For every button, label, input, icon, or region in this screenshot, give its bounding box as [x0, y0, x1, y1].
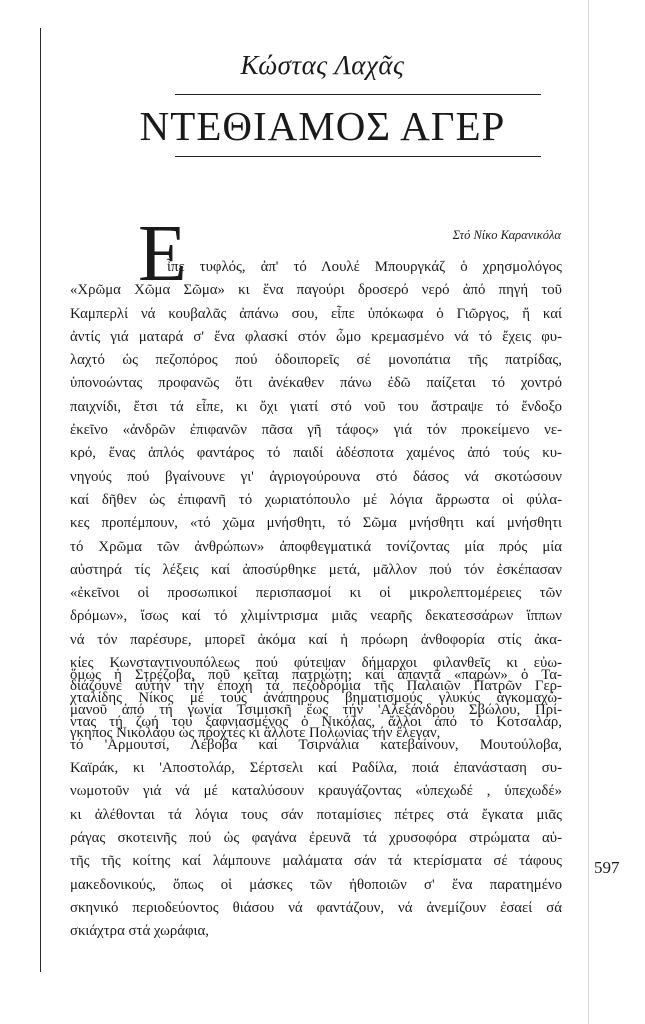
- text-line: καί δῆθεν ὡς ἐπιφανῆ τό χωριατόπουλο μέ λόγια ἄρρωστα οἱ φύλα-: [70, 491, 562, 508]
- text-line: τό 'Αρμουτσί, Λέβοβα καί Τσιρνάλια κατεβαίνουν, Μουτούλοβα,: [70, 736, 562, 753]
- text-line: αὐστηρά τίς λέξεις καί ἀποσύρθηκε μετά, μᾶλλον πού τόν ἐσκέπασαν: [70, 561, 562, 578]
- text-line: νά τόν παρέσυρε, μπορεῖ ἀκόμα καί ἡ πρόωρη ἀνθοφορία στίς ἀκα-: [70, 631, 562, 648]
- page-right-edge: [588, 0, 589, 1024]
- text-line: σκιάχτρα στά χωράφια,: [70, 923, 209, 940]
- title-rule-top: [175, 94, 541, 95]
- text-line: γκηπος Νικολάου ὡς προχτές κι ἄλλοτε Πολωνίας τήν ἔλεγαν,: [70, 724, 441, 741]
- text-line: μακεδονικούς, ὅπως οἱ μάσκες τῶν ἠθοποιῶν σ' ἕνα παρατημένο: [70, 876, 562, 893]
- text-line: δρόμων», ἴσως καί τό χλιμίντρισμα μιᾶς νεαρῆς δεκατεσσάρων ἵππων: [70, 608, 562, 625]
- text-line: κες προπέμπουν, «τό χῶμα μνήσθητι, τό Σῶμα μνήσθητι καί μνήσθητι: [70, 515, 562, 532]
- text-line: «Χρῶμα Χῶμα Σῶμα» κι ἕνα παγούρι δροσερό νερό ἀπό πηγή τοῦ: [70, 282, 562, 299]
- text-line: λαχτό ὡς πεζοπόρος πού ὁδοιπορεῖς σέ μονοπάτια τῆς πατρίδας,: [70, 352, 562, 369]
- page-left-border: [40, 28, 41, 972]
- text-line: κρό, ἕνας ἁπλός φαντάρος τό παιδί ἀδέσποτα χαμένος ἀπό τούς κυ-: [70, 445, 562, 462]
- poem-title: ΝΤΕΘΙΑΜΟΣ ΑΓΕΡ: [139, 103, 506, 149]
- text-line: μανοῦ ἀπό τή γωνία Τσιμισκῆ ἕως τήν 'Αλεξάνδρου Σβώλου, Πρί-: [70, 701, 562, 718]
- text-line: τῆς τῆς κοίτης καί λάμπουνε μαλάματα σάν τά κτερίσματα σέ τάφους: [70, 853, 562, 870]
- drop-cap-letter: Ε: [138, 210, 187, 298]
- text-line: «ἐκεῖνοι οἱ προσωπικοί περισπασμοί κι οἱ μικρολεπτομέρειες τῶν: [70, 585, 562, 602]
- text-line: ἀντίς γιά ματαρά σ' ἕνα φλασκί στόν ὦμο κρεμασμένο νά τό ἔχεις φυ-: [70, 328, 562, 345]
- page-number: 597: [594, 858, 620, 877]
- text-line: ὅμως ἡ Στρέζοβα, ποῦ κεῖται πατριώτη; καί ἀπαντᾶ «παρών» ὁ Τα-: [70, 667, 562, 683]
- text-line: Καμπερλί νά κουβαλᾶς ἀπάνω σου, εἶπε ὑπόκωφα ὁ Γιῶργος, ἤ καί: [70, 305, 562, 322]
- text-line: νηγούς πού βγαίνουνε γι' ἀγριογούρουνα στό δάσος νά σκοτώσουν: [70, 468, 562, 485]
- text-line: σκηνικό περιοδεύοντος θιάσου νά φαντάζουν, νά ἀνεμίζουν ἐσαεί σά: [70, 899, 562, 916]
- text-line: κι ἀλέθονται τά λόγια τους σάν ποταμίσιες πέτρες στά ἔγκατα μιᾶς: [70, 806, 562, 823]
- text-line: διάζουνε αὐτήν τήν ἐποχή τά πεζοδρόμια τῆς Παλαιῶν Πατρῶν Γερ-: [70, 678, 562, 695]
- author-name: Κώστας Λαχᾶς: [240, 50, 405, 80]
- text-line: ράγας σκοτεινῆς πού ὡς φαγάνα ἐρευνᾶ τά χρυσοφόρα στρώματα αὐ-: [70, 830, 562, 847]
- text-line: κίες Κωνσταντινουπόλεως πού φύτεψαν δήμαρχοι φιλανθεῖς κι εὐω-: [70, 655, 562, 672]
- text-line: νωμοτοῦν γιά νά μέ καταλύσουν κραυγάζοντας «ὑπεχωδέ , ὑπεχωδέ»: [70, 783, 562, 800]
- text-line: ὑπονοώντας προφανῶς ὅτι ἀνέκαθεν πάνω ἐδῶ παίζεται τό χοντρό: [70, 375, 562, 392]
- text-line: τό Χρῶμα τῶν ἀνθρώπων» ἀποφθεγματικά τονίζοντας μία πρός μία: [70, 538, 562, 555]
- text-line: Καϊράκ, κι 'Αποστολάρ, Σέρτσελι καί Ραδίλα, ποιά ἐπανάσταση συ-: [70, 760, 562, 777]
- text-line: ἶπε τυφλός, ἀπ' τό Λουλέ Μπουργκάζ ὁ χρησμολόγος: [167, 259, 562, 275]
- text-line: χταλίδης Νίκος μέ τούς ἀνάπηρους βηματισμούς γλυκύς ἀγκομαχώ-: [70, 690, 562, 707]
- text-line: ἐκεῖνο «ἀνδρῶν ἐπιφανῶν πᾶσα γῆ τάφος» γιά τόν προκείμενο νε-: [70, 422, 562, 439]
- text-line: παιχνίδι, ἔτσι τά εἶπε, κι ὄχι γιατί στό νοῦ του ἄστραψε τό ἔνδοξο: [70, 398, 562, 415]
- text-line: ντας τή ζωή του ξαφνιασμένος ὁ Νικόλας, ἄλλοι ἀπό τό Κοτσαλάρ,: [70, 713, 562, 730]
- paragraph-2: [70, 664, 562, 944]
- title-rule-bottom: [175, 156, 541, 157]
- dedication: Στό Νίκο Καρανικόλα: [452, 228, 561, 242]
